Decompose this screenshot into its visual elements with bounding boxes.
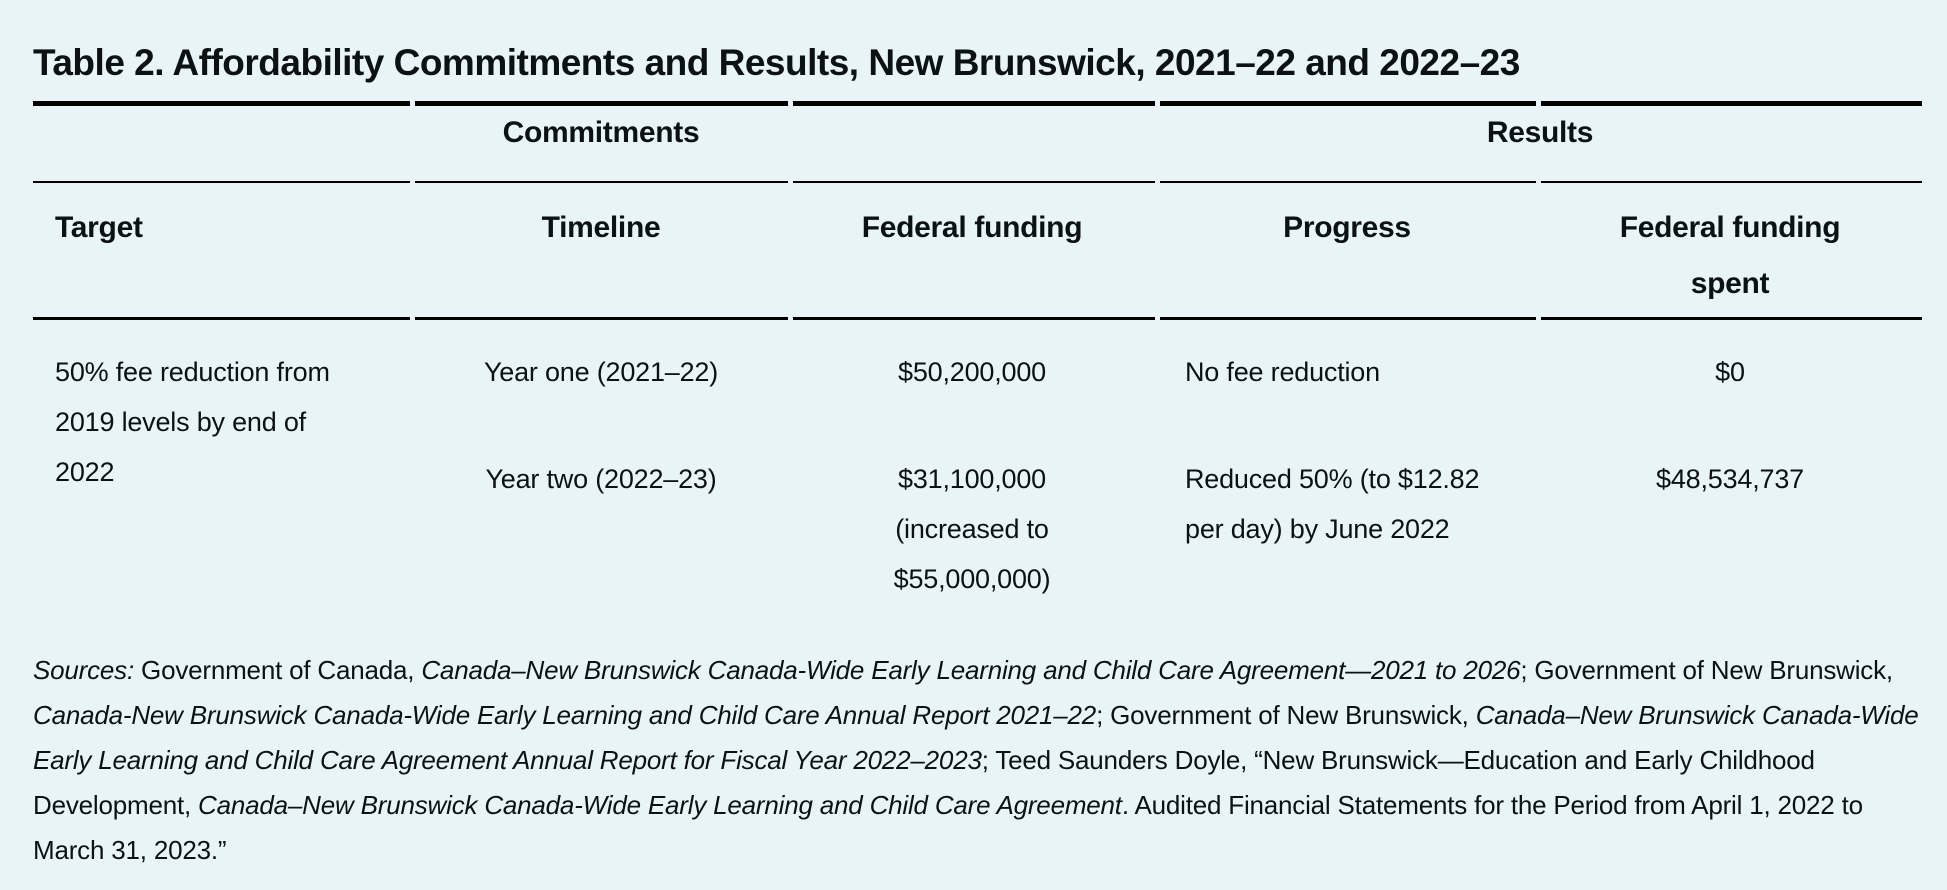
title-divider-rule — [33, 101, 1922, 106]
column-header-timeline: Timeline — [541, 211, 661, 244]
column-header-federal-funding-spent: Federal funding spent — [1619, 211, 1841, 300]
column-header-federal-funding: Federal funding — [861, 211, 1083, 244]
group-header-commitments: Commitments — [502, 116, 700, 149]
cell-year-one-timeline: Year one (2021–22) — [483, 357, 719, 387]
group-header-results: Results — [1486, 116, 1594, 149]
cell-year-two-federal-funding: $31,100,000 (increased to $55,000,000) — [893, 464, 1051, 594]
cell-year-two-timeline: Year two (2022–23) — [485, 464, 717, 494]
column-header-progress: Progress — [1283, 211, 1411, 244]
cell-target: 50% fee reduction from 2019 levels by end of 2022 — [55, 357, 330, 487]
cell-year-two-progress: Reduced 50% (to $12.82 per day) by June 2022 — [1185, 464, 1480, 544]
table-title: Table 2. Affordability Commitments and Results, New Brunswick, 2021–22 and 2022–23 — [33, 42, 1520, 83]
sources-note: Sources: Government of Canada, Canada–New Brunswick Canada-Wide Early Learning and Child Care Agreement—2021 to 2026; Government of New Brunswick, Canada-New Brunswick Canada-Wide Early Learning and Child Care Annual Report 2021–22; Government of New Brunswick, Canada–New Brunswick Canada-Wide Early Learning and Child Care Agreement Annual Report for Fiscal Year 2022–2023; Teed Saunders Doyle, “New Brunswick—Education and Early Childhood Development, Canada–New Brunswick Canada-Wide Early Learning and Child Care Agreement. Audited Financial Statements for the Period from April 1, 2022 to March 31, 2023.” — [33, 655, 1919, 865]
group-header-divider-rule — [33, 181, 1922, 183]
column-header-target: Target — [55, 211, 143, 244]
column-header-divider-rule — [33, 317, 1922, 320]
cell-year-one-federal-funding: $50,200,000 — [898, 357, 1046, 387]
cell-year-two-federal-funding-spent: $48,534,737 — [1656, 464, 1804, 494]
cell-year-one-federal-funding-spent: $0 — [1715, 357, 1745, 387]
cell-year-one-progress: No fee reduction — [1185, 357, 1380, 387]
